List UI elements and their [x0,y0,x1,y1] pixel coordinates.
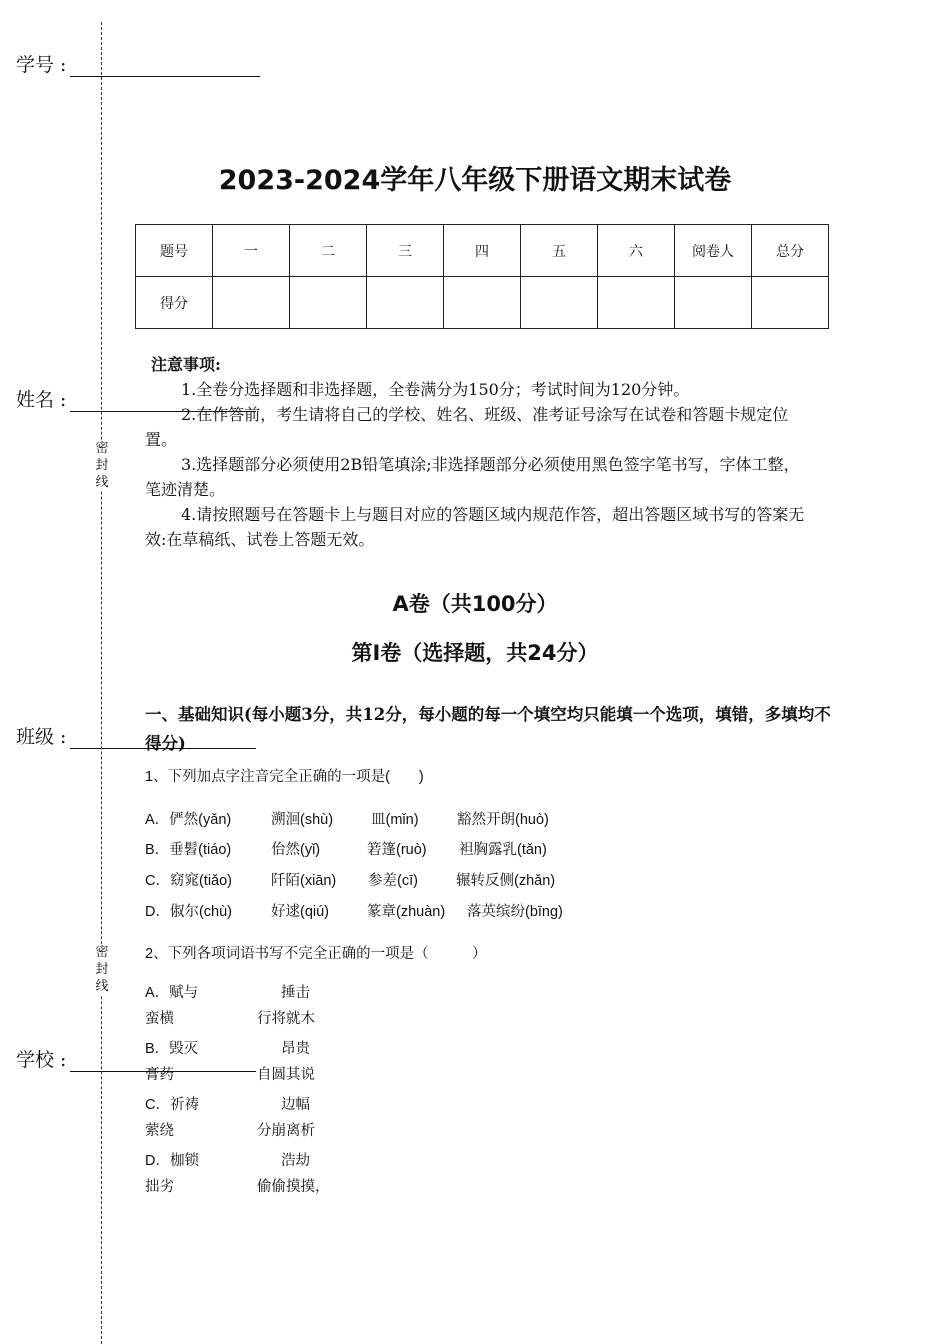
option-word: 捶击 [281,985,310,1001]
question-1-option-c [145,869,555,890]
header-cell: 三 [367,225,444,277]
question-2-option-d [145,1148,330,1200]
class-label: 班级 : [16,726,67,748]
section-1-heading: 第Ⅰ卷（选择题，共24分） [351,641,599,665]
option-word: D．俶尔(chù) [145,904,233,920]
seal-char: 封 [95,458,109,473]
header-cell: 阅卷人 [675,225,752,277]
score-cell[interactable] [290,277,367,329]
seal-char: 密 [95,945,109,960]
question-1-stem: 1、下列加点字注音完全正确的一项是( ) [145,769,424,785]
notes-heading: 注意事项: [151,355,221,374]
option-word: 好逑(qiú) [271,904,330,920]
option-word: 偷偷摸摸， [257,1179,330,1195]
score-table [135,224,829,329]
option-word: 溯洄(shù) [271,812,334,828]
option-word: 皿(mǐn) [371,812,419,828]
option-word: 膏药 [145,1067,174,1083]
option-word: 豁然开朗(huò) [457,812,549,828]
option-word: 昂贵 [281,1041,310,1057]
option-word: B．毁灭 [145,1041,199,1057]
option-word: 辗转反侧(zhǎn) [456,873,556,889]
option-word: 蛮横 [145,1011,174,1027]
option-word: 篆章(zhuàn) [367,904,446,920]
option-word: D．枷锁 [145,1153,199,1169]
question-2-stem: 2、下列各项词语书写不完全正确的一项是（ ） [145,946,487,962]
notes-block [145,352,805,552]
option-word: 拙劣 [145,1179,174,1195]
option-word: 分崩离析 [257,1123,315,1139]
score-cell[interactable] [675,277,752,329]
option-word: B．垂髫(tiáo) [145,842,232,858]
score-cell[interactable] [444,277,521,329]
student-id-field [16,50,260,77]
option-word: 袒胸露乳(tǎn) [459,842,547,858]
exam-title: 2023-2024学年八年级下册语文期末试卷 [218,165,732,196]
header-cell: 二 [290,225,367,277]
question-1-option-d [145,900,563,921]
score-row-label: 得分 [136,277,213,329]
student-id-label: 学号 : [16,54,67,76]
header-cell: 五 [521,225,598,277]
question-2-option-a [145,980,315,1032]
notes-item: 4.请按照题号在答题卡上与题目对应的答题区域内规范作答，超出答题区域书写的答案无效:在草稿纸、试卷上答题无效。 [145,505,805,549]
school-label: 学校 : [16,1049,67,1071]
question-2-option-c [145,1092,315,1144]
seal-char: 封 [95,962,109,977]
score-cell[interactable] [213,277,290,329]
option-word: A．俨然(yǎn) [145,812,232,828]
student-id-blank [70,58,260,77]
question-1-option-b [145,838,547,859]
option-word: 佁然(yǐ) [271,842,321,858]
seal-char: 密 [95,441,109,456]
seal-label-2 [94,944,110,995]
seal-char: 线 [95,475,109,490]
option-word: 参差(cī) [368,873,418,889]
option-word: C．窈窕(tiǎo) [145,873,233,889]
score-cell[interactable] [521,277,598,329]
option-word: 落英缤纷(bīng) [467,904,563,920]
score-table-score-row [136,277,829,329]
header-cell: 题号 [136,225,213,277]
part-1-heading: 一、基础知识(每小题3分，共12分，每小题的每一个填空均只能填一个选项，填错，多填均不得分) [145,705,831,753]
option-word: 自圆其说 [257,1067,315,1083]
score-cell[interactable] [752,277,829,329]
seal-line [101,22,102,1344]
header-cell: 六 [598,225,675,277]
score-cell[interactable] [367,277,444,329]
score-table-header-row [136,225,829,277]
header-cell: 一 [213,225,290,277]
option-word: A．赋与 [145,985,199,1001]
notes-item: 2.在作答前，考生请将自己的学校、姓名、班级、准考证号涂写在试卷和答题卡规定位置。 [145,405,789,449]
seal-label-1 [94,440,110,491]
seal-char: 线 [95,979,109,994]
score-cell[interactable] [598,277,675,329]
header-cell: 总分 [752,225,829,277]
option-word: 箬篷(ruò) [367,842,427,858]
option-word: 阡陌(xiān) [271,873,337,889]
option-word: 边幅 [281,1097,310,1113]
question-1-option-a [145,808,549,829]
option-word: C．祈祷 [145,1097,199,1113]
notes-item: 1.全卷分选择题和非选择题，全卷满分为150分；考试时间为120分钟。 [181,380,690,399]
option-word: 行将就木 [257,1011,315,1027]
option-word: 萦绕 [145,1123,174,1139]
option-word: 浩劫 [281,1153,310,1169]
name-label: 姓名 : [16,389,67,411]
question-2-option-b [145,1036,315,1088]
section-a-heading: A卷（共100分） [392,592,558,616]
notes-item: 3.选择题部分必须使用2B铅笔填涂;非选择题部分必须使用黑色签字笔书写，字体工整，笔迹清楚。 [145,455,800,499]
header-cell: 四 [444,225,521,277]
